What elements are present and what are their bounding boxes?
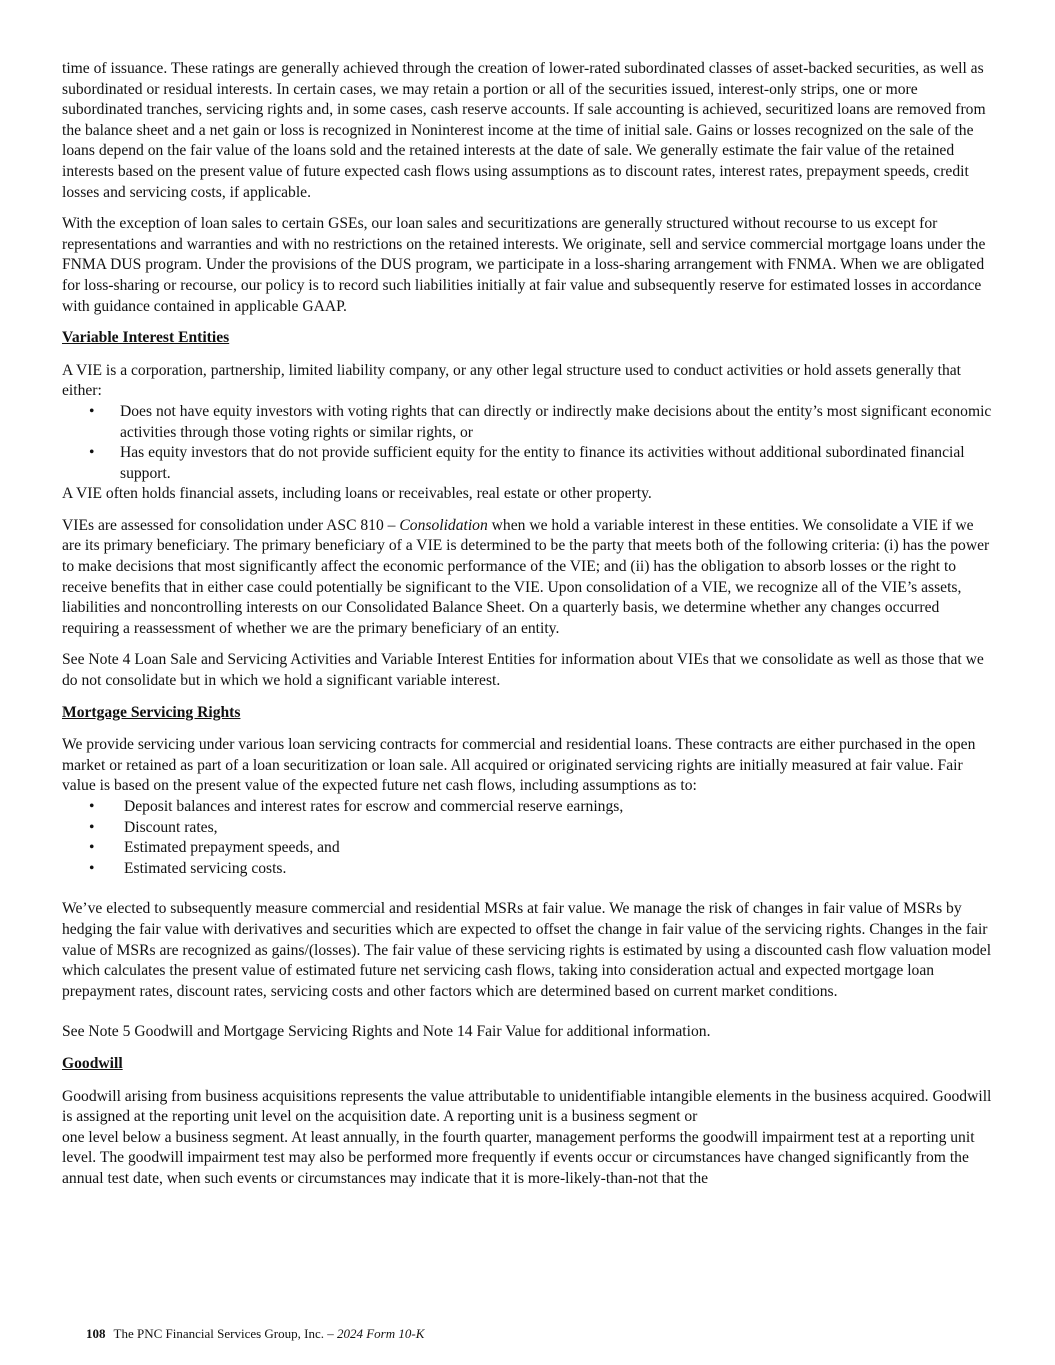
heading-goodwill: Goodwill: [62, 1054, 123, 1072]
document-page: [62, 59, 994, 1190]
italic-term: Consolidation: [399, 516, 488, 534]
list-item-text: Deposit balances and interest rates for escrow and commercial reserve earnings,: [124, 798, 624, 815]
page-number: 108: [86, 1326, 106, 1341]
paragraph-vie-consolidation: [62, 516, 994, 640]
page-footer: [86, 1326, 424, 1342]
bullet-glyph: •: [89, 818, 95, 836]
paragraph-vie-assets: A VIE often holds financial assets, including loans or receivables, real estate or other property.: [62, 485, 652, 503]
list-item: [62, 402, 994, 443]
spacer: [62, 1002, 994, 1022]
paragraph-vie-definition: A VIE is a corporation, partnership, limited liability company, or any other legal structure used to conduct activities or hold assets generally that either:: [62, 361, 962, 400]
vie-criteria-list: [62, 402, 994, 484]
list-item-text: Estimated servicing costs.: [124, 859, 287, 877]
bullet-glyph: •: [89, 798, 95, 815]
list-item-text: Discount rates,: [124, 818, 218, 836]
bullet-glyph: •: [89, 402, 95, 420]
footer-company: The PNC Financial Services Group, Inc. –: [113, 1326, 337, 1341]
text-segment: when we hold a variable interest in these entities. We consolidate a VIE if we are its primary beneficiary. The primary beneficiary of a VIE is determined to be the party that meets both of the following criteria: (i) has the power to make decisions that most significantly affect the economic performance of the VIE; and (ii) has the obligation to absorb losses or the right to receive benefits that in either case could potentially be significant to the VIE. Upon consolidation of a VIE, we recognize all of the VIE’s assets, liabilities and noncontrolling interests on our Consolidated Balance Sheet. On a quarterly basis, we determine whether any changes occurred requiring a reassessment of whether we are the primary beneficiary of an entity.: [62, 516, 990, 637]
list-item: [62, 797, 994, 818]
spacer: [62, 879, 994, 899]
paragraph-loan-sales-recourse: With the exception of loan sales to certain GSEs, our loan sales and securitizations are generally structured without recourse to us except for representations and warranties and with no restrictions on the retained interests. We originate, sell and service commercial mortgage loans under the FNMA DUS program. Under the provisions of the DUS program, we participate in a loss-sharing arrangement with FNMA. When we are obligated for loss-sharing or recourse, our policy is to record such liabilities initially at fair value and subsequently reserve for estimated losses in accordance with guidance contained in applicable GAAP.: [62, 215, 986, 315]
heading-variable-interest-entities: Variable Interest Entities: [62, 329, 230, 347]
text-segment: VIEs are assessed for consolidation under ASC 810 –: [62, 516, 400, 534]
list-item: [62, 859, 994, 880]
paragraph-goodwill-part2: one level below a business segment. At least annually, in the fourth quarter, management performs the goodwill impairment test at a reporting unit level. The goodwill impairment test may also be performed more frequently if events occur or circumstances have changed significantly from the annual test date, when such events or circumstances may indicate that it is more-likely-than-not that the: [62, 1128, 975, 1187]
heading-mortgage-servicing-rights: Mortgage Servicing Rights: [62, 703, 241, 721]
list-item: [62, 443, 994, 484]
paragraph-securitization: time of issuance. These ratings are generally achieved through the creation of lower-rated subordinated classes of asset-backed securities, as well as subordinated or residual interests. In certain cases, we may retain a portion or all of the securities issued, interest-only strips, one or more subordinated tranches, servicing rights and, in some cases, cash reserve accounts. If sale accounting is achieved, securitized loans are removed from the balance sheet and a net gain or loss is recognized in Noninterest income at the time of initial sale. Gains or losses recognized on the sale of the loans depend on the fair value of the loans sold and the retained interests at the date of sale. We generally estimate the fair value of the retained interests based on the present value of future expected cash flows using assumptions as to discount rates, interest rates, prepayment speeds, credit losses and servicing costs, if applicable.: [62, 60, 986, 201]
paragraph-vie-note-reference: See Note 4 Loan Sale and Servicing Activities and Variable Interest Entities for information about VIEs that we consolidate as well as those that we do not consolidate but in which we hold a significant variable interest.: [62, 651, 984, 690]
footer-form-title: 2024 Form 10-K: [336, 1326, 425, 1341]
paragraph-msr-intro: We provide servicing under various loan servicing contracts for commercial and residential loans. These contracts are either purchased in the open market or retained as part of a loan securitization or loan sale. All acquired or originated servicing rights are initially measured at fair value. Fair value is based on the present value of the expected future net cash flows, including assumptions as to:: [62, 736, 976, 795]
list-item: [62, 818, 994, 839]
bullet-glyph: •: [89, 859, 95, 877]
msr-assumptions-list: [62, 797, 994, 879]
list-item-text: Estimated prepayment speeds, and: [124, 839, 340, 857]
paragraph-msr-note-reference: See Note 5 Goodwill and Mortgage Servicing Rights and Note 14 Fair Value for additional information.: [62, 1023, 711, 1041]
bullet-glyph: •: [89, 839, 95, 857]
paragraph-msr-fair-value: We’ve elected to subsequently measure commercial and residential MSRs at fair value. We manage the risk of changes in fair value of MSRs by hedging the fair value with derivatives and securities which are expected to offset the change in fair value of the servicing rights. Changes in the fair value of MSRs are recognized as gains/(losses). The fair value of these servicing rights is estimated by using a discounted cash flow valuation model which calculates the present value of estimated future net servicing cash flows, taking into consideration actual and expected mortgage loan prepayment rates, discount rates, servicing costs and other factors which are determined based on current market conditions.: [62, 900, 992, 1000]
list-item: [62, 838, 994, 859]
list-item-text: Does not have equity investors with voting rights that can directly or indirectly make decisions about the entity’s most significant economic activities through those voting rights or similar rights, or: [120, 402, 992, 441]
list-item-text: Has equity investors that do not provide sufficient equity for the entity to finance its activities without additional subordinated financial support.: [120, 444, 965, 482]
paragraph-goodwill-part1: Goodwill arising from business acquisitions represents the value attributable to unidentifiable intangible elements in the business acquired. Goodwill is assigned at the reporting unit level on the acquisition date. A reporting unit is a business segment or: [62, 1087, 992, 1126]
bullet-glyph: •: [89, 444, 95, 462]
